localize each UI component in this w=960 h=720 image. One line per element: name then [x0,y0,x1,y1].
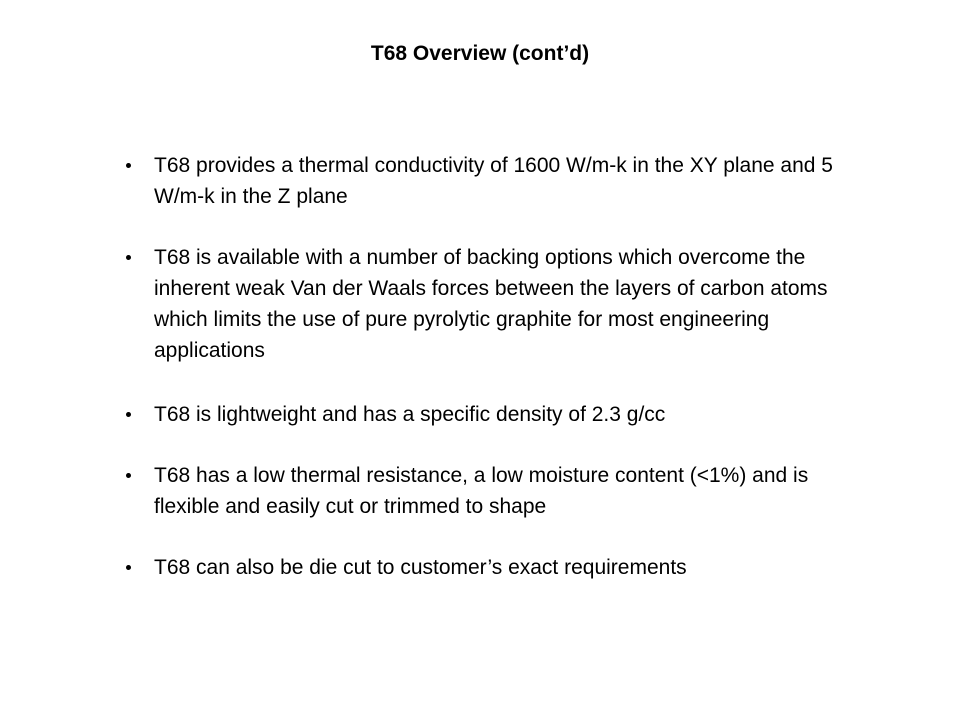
bullet-text: T68 provides a thermal conductivity of 1600 W/m-k in the XY plane and 5 W/m-k in the Z plane [154,154,833,208]
bullet-text: T68 is lightweight and has a specific density of 2.3 g/cc [154,403,666,426]
bullet-text: T68 is available with a number of backing options which overcome the inherent weak Van der Waals forces between the layers of carbon atoms which limits the use of pure pyrolytic graphite for most engineering applications [154,246,828,362]
bullet-dot-icon [126,473,131,478]
bullet-text: T68 can also be die cut to customer’s exact requirements [154,556,687,579]
bullet-text: T68 has a low thermal resistance, a low moisture content (<1%) and is flexible and easily cut or trimmed to shape [154,464,809,518]
bullet-item [126,399,846,430]
slide-title: T68 Overview (cont’d) [370,42,590,65]
bullet-list [126,150,846,612]
bullet-dot-icon [126,565,131,570]
bullet-dot-icon [126,255,131,260]
bullet-dot-icon [126,163,131,168]
bullet-item [126,460,846,522]
bullet-item [126,552,846,583]
bullet-item [126,242,846,366]
bullet-dot-icon [126,412,131,417]
bullet-item [126,150,846,212]
